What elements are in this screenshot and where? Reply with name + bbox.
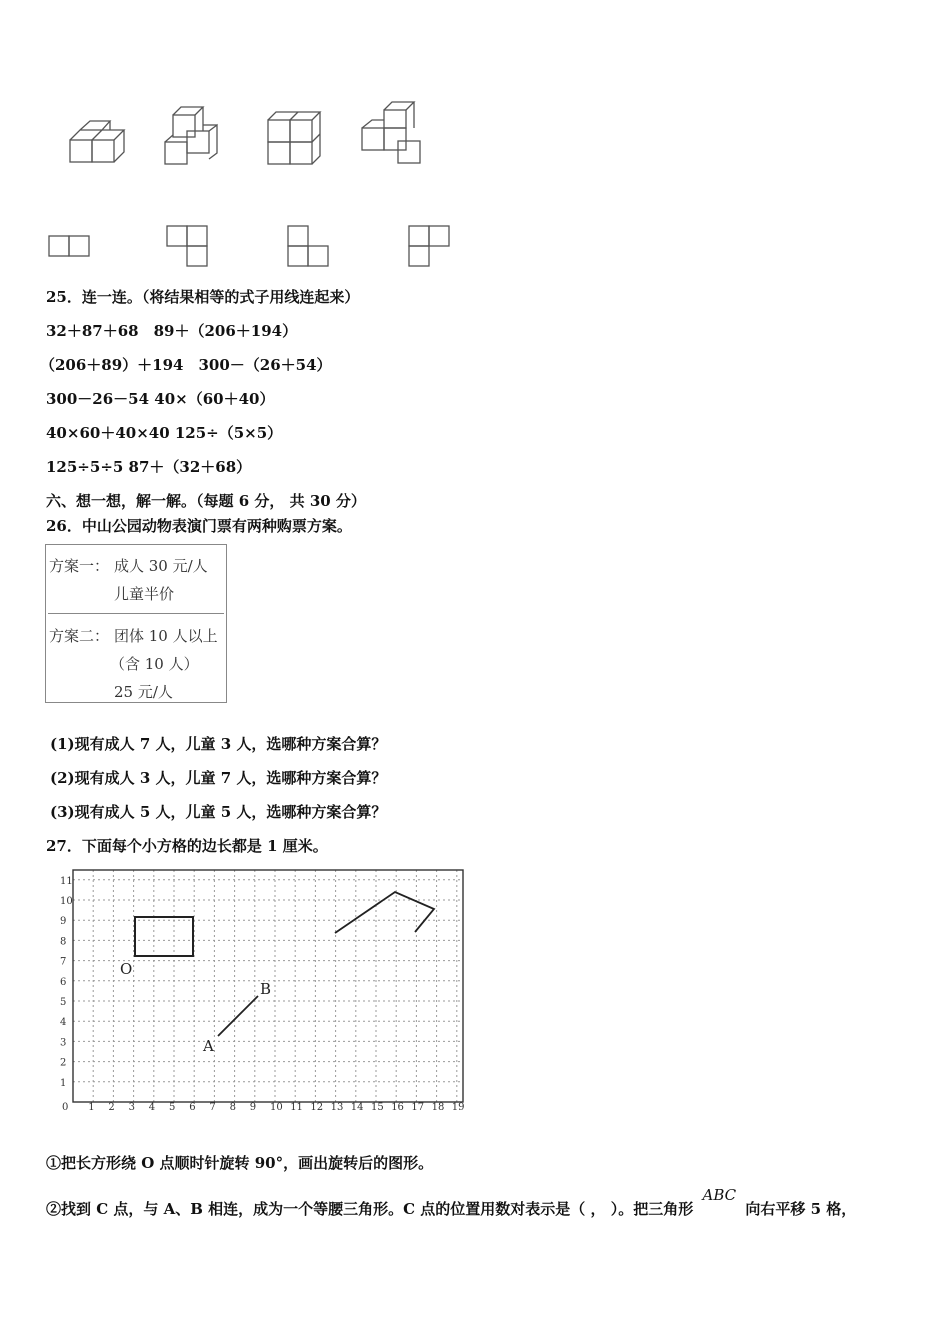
point-a-label: A (203, 1037, 214, 1055)
x-tick-label: 11 (290, 1102, 303, 1113)
x-tick-label: 3 (128, 1102, 135, 1113)
plan-divider (48, 613, 224, 614)
coordinate-grid (50, 862, 480, 1117)
q27-task1-wrap (46, 1152, 433, 1173)
cube-figure-3 (268, 112, 320, 164)
plan1-label: 方案一： (49, 557, 110, 575)
view-figure-2 (167, 226, 207, 266)
cube-figure-1 (70, 121, 124, 162)
x-tick-label: 16 (391, 1102, 404, 1113)
point-o-label: O (120, 960, 133, 978)
q26-question-3: (3)现有成人 5 人，儿童 5 人，选哪种方案合算？ (50, 803, 387, 821)
x-tick-label: 9 (249, 1102, 257, 1113)
q27-task2-tail: 向右平移 5 格， (745, 1200, 857, 1218)
x-tick-label: 4 (148, 1102, 156, 1113)
plan2-label: 方案二： (49, 627, 110, 645)
x-tick-label: 7 (209, 1102, 216, 1113)
x-tick-label: 10 (270, 1102, 283, 1113)
q27-title: 27．下面每个小方格的边长都是 1 厘米。 (46, 837, 328, 855)
cube-figures (60, 95, 440, 175)
cube-figure-2 (165, 107, 217, 164)
q26-question-1: (1)现有成人 7 人，儿童 3 人，选哪种方案合算？ (50, 735, 387, 753)
y-tick-label: 6 (60, 976, 67, 988)
q27-task2-math: ABC (702, 1186, 737, 1204)
point-b-label: B (260, 980, 272, 998)
q27-task2-wrap (46, 1186, 857, 1219)
x-tick-label: 8 (229, 1102, 236, 1113)
x-tick-label: 18 (431, 1102, 445, 1113)
plan2-line2: （含 10 人） (110, 655, 199, 673)
y-tick-labels (60, 876, 73, 1089)
x-tick-label: 0 (62, 1102, 69, 1113)
x-tick-labels (62, 1102, 465, 1113)
view-figure-1 (49, 236, 89, 256)
x-tick-label: 15 (371, 1102, 384, 1113)
plan1-line1: 成人 30 元/人 (114, 557, 208, 575)
polyline-shape (335, 892, 434, 933)
q27-task1: ①把长方形绕 O 点顺时针旋转 90°，画出旋转后的图形。 (46, 1154, 434, 1172)
q25-title: 25．连一连。（将结果相等的式子用线连起来） (46, 288, 360, 306)
y-tick-label: 11 (60, 875, 73, 887)
plan2-line1: 团体 10 人以上 (114, 627, 218, 645)
y-tick-label: 1 (60, 1077, 67, 1089)
y-tick-label: 8 (60, 936, 67, 948)
q25-row-5: 125÷5÷5 87＋（32＋68） (46, 458, 252, 476)
y-tick-label: 9 (60, 916, 67, 928)
y-tick-label: 7 (60, 956, 67, 968)
y-tick-label: 5 (60, 997, 67, 1008)
x-tick-label: 5 (169, 1102, 176, 1113)
segment-ab (218, 996, 258, 1036)
q25-row-3: 300－26－54 40×（60＋40） (46, 390, 275, 408)
view-figure-3 (288, 226, 328, 266)
x-tick-label: 6 (189, 1102, 196, 1113)
x-tick-label: 12 (310, 1102, 324, 1113)
x-tick-label: 17 (411, 1102, 425, 1113)
q26-question-2: (2)现有成人 3 人，儿童 7 人，选哪种方案合算？ (50, 769, 387, 787)
y-tick-label: 10 (60, 896, 73, 907)
rectangle-shape (135, 917, 193, 956)
x-tick-label: 2 (108, 1102, 115, 1113)
x-tick-label: 14 (350, 1102, 364, 1113)
x-tick-label: 19 (451, 1102, 465, 1113)
plan1-line2: 儿童半价 (114, 585, 175, 603)
q27-task2: ②找到 C 点，与 A、B 相连，成为一个等腰三角形。C 点的位置用数对表示是（ ， ）。把三角形 (46, 1200, 694, 1218)
q26-title: 26．中山公园动物表演门票有两种购票方案。 (46, 517, 352, 535)
q25-row-2: （206＋89）＋194 300－（26＋54） (40, 356, 332, 374)
cube-figure-4 (362, 102, 420, 163)
view-figures (45, 220, 465, 272)
q25-row-4: 40×60＋40×40 125÷（5×5） (46, 424, 283, 442)
ticket-plan-box (45, 544, 227, 703)
q25-row-1: 32＋87＋68 89＋（206＋194） (46, 322, 298, 340)
x-tick-label: 13 (330, 1102, 344, 1113)
section-6-title: 六、想一想，解一解。（每题 6 分， 共 30 分） (46, 492, 366, 510)
y-tick-label: 4 (60, 1017, 67, 1029)
plan2-line3: 25 元/人 (114, 683, 173, 701)
x-tick-label: 1 (88, 1102, 95, 1113)
y-tick-label: 2 (60, 1057, 67, 1069)
view-figure-4 (409, 226, 449, 266)
y-tick-label: 3 (60, 1037, 67, 1049)
